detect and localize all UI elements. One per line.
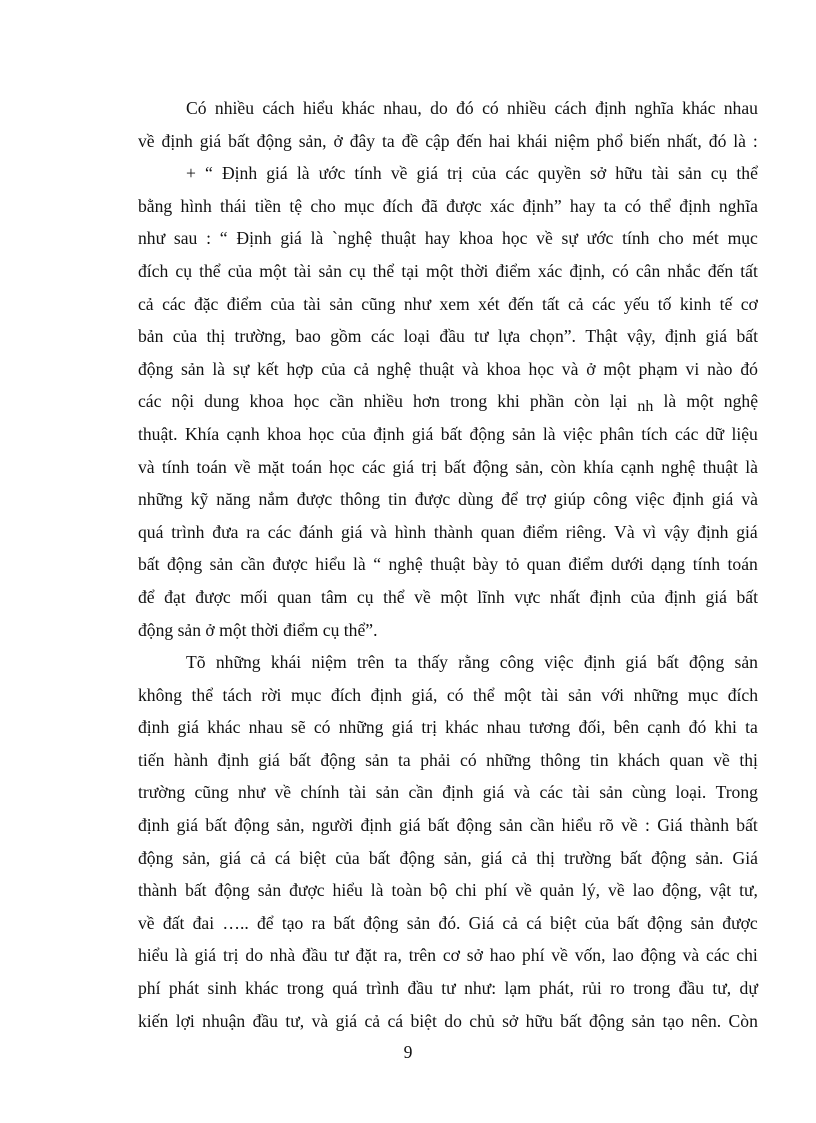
text-line: bản của thị trường, bao gồm các loại đầu tư lựa chọn”. Thật vậy, định giá bất [138,326,758,347]
text-line: những kỹ năng nắm được thông tin được dùng để trợ giúp công việc định giá và [138,489,758,510]
text-line: bất động sản cần được hiểu là “ nghệ thuật bày tỏ quan điểm dưới dạng tính toán [138,554,758,575]
text-line: kiến lợi nhuận đầu tư, và giá cả cá biệt do chủ sở hữu bất động sản tạo nên. Còn [138,1010,758,1031]
text-line: động sản ở một thời điểm cụ thể”. [138,619,378,640]
text-line: + “ Định giá là ước tính về giá trị của các quyền sở hữu tài sản cụ thể [186,163,758,184]
subscript-fragment: nh [637,398,654,416]
text-line: không thể tách rời mục đích định giá, có thể một tài sản với những mục đích [138,684,758,705]
text-line: trường cũng như về chính tài sản cần định giá và các tài sản cùng loại. Trong [138,782,758,803]
text-line: thành bất động sản được hiểu là toàn bộ chi phí về quản lý, về lao động, vật tư, [138,880,758,901]
text-line: thuật. Khía cạnh khoa học của định giá bất động sản là việc phân tích các dữ liệu [138,423,758,444]
page-number: 9 [403,1042,413,1062]
text-line: Có nhiều cách hiểu khác nhau, do đó có nhiều cách định nghĩa khác nhau [186,98,758,118]
text-line: tiến hành định giá bất động sản ta phải có những thông tin khách quan về thị [138,749,758,770]
text-line: Tõ những khái niệm trên ta thấy rằng công việc định giá bất động sản [186,652,758,673]
text-line: để đạt được mối quan tâm cụ thể về một lĩnh vực nhất định của định giá bất [138,586,758,607]
text-line: như sau : “ Định giá là `nghệ thuật hay khoa học về sự ước tính cho mét mục [138,228,758,249]
text-line: đích cụ thể của một tài sản cụ thể tại một thời điểm xác định, có cân nhắc đến tất [138,260,758,281]
text-line: phí phát sinh khác trong quá trình đầu tư như: lạm phát, rủi ro trong đầu tư, dự [138,978,758,999]
text-line: động sản, giá cả cá biệt của bất động sản, giá cả thị trường bất động sản. Giá [138,847,758,868]
text-line: về định giá bất động sản, ở đây ta đề cập đến hai khái niệm phổ biến nhất, đó là : [138,130,758,151]
text-line: quá trình đưa ra các đánh giá và hình thành quan điểm riêng. Và vì vậy định giá [138,521,758,542]
text-line: bằng hình thái tiền tệ cho mục đích đã được xác định” hay ta có thể định nghĩa [138,195,758,216]
text-line: định giá khác nhau sẽ có những giá trị khác nhau tương đối, bên cạnh đó khi ta [138,717,758,738]
text-line: cả các đặc điểm của tài sản cũng như xem xét đến tất cả các yếu tố kinh tế cơ [138,293,758,314]
text-line: và tính toán về mặt toán học các giá trị bất động sản, còn khía cạnh nghệ thuật là [138,456,758,477]
text-line: các nội dung khoa học cần nhiều hơn trong khi phần còn lại nh là một nghệ [138,385,758,418]
text-line: định giá bất động sản, người định giá bất động sản cần hiểu rõ về : Giá thành bất [138,815,758,836]
text-line: động sản là sự kết hợp của cả nghệ thuật và khoa học và ở một phạm vi nào đó [138,358,758,379]
text-line: hiểu là giá trị do nhà đầu tư đặt ra, trên cơ sở hao phí về vốn, lao động và các chi [138,945,758,966]
text-line: về đất đai ….. để tạo ra bất động sản đó. Giá cả cá biệt của bất động sản được [138,912,758,933]
document-body [138,92,758,1037]
